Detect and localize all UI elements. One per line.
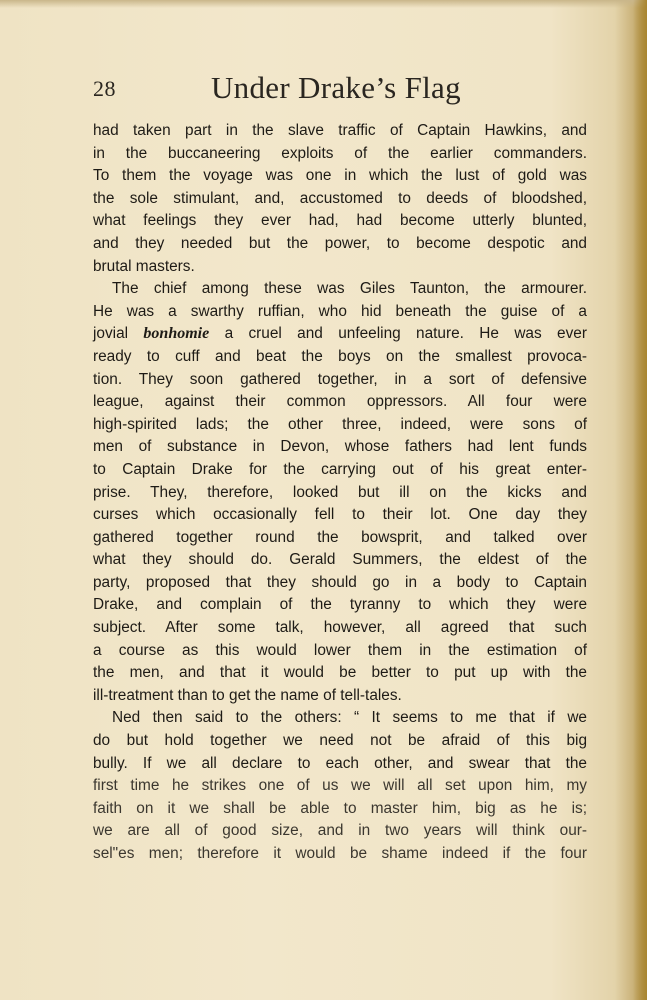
text-line: we are all of good size, and in two years will think our- [93,822,587,840]
text-line: party, proposed that they should go in a body to Captain [93,573,587,591]
text-line: do but hold together we need not be afraid of this big [93,732,587,750]
text-line: faith on it we shall be able to master him, big as he is; [93,799,587,817]
text-line: curses which occasionally fell to their lot. One day they [93,506,587,524]
paragraph-start-line: Ned then said to the others: “ It seems to me that if we [112,709,587,727]
text-line: what they should do. Gerald Summers, the eldest of the [93,551,587,569]
text-fragment: a cruel and unfeeling nature. He was ever [209,325,587,343]
text-line: To them the voyage was one in which the lust of gold was [93,167,587,185]
italic-emphasis: bonhomie [143,325,210,343]
body-text [93,120,587,866]
text-line-with-emphasis [93,323,587,346]
text-line: a course as this would lower them in the estimation of [93,641,587,659]
book-title-heading: Under Drake’s Flag [211,70,461,105]
page-number: 28 [93,76,116,101]
text-line: in the buccaneering exploits of the earlier commanders. [93,144,587,162]
text-line: He was a swarthy ruffian, who hid beneath the guise of a [93,302,587,320]
text-line: Drake, and complain of the tyranny to which they were [93,596,587,614]
text-line: subject. After some talk, however, all agreed that such [93,619,587,637]
text-line: ready to cuff and beat the boys on the smallest provoca- [93,347,587,365]
text-line: and they needed but the power, to become despotic and [93,234,587,252]
text-line: league, against their common oppressors. All four were [93,393,587,411]
text-line: had taken part in the slave traffic of Captain Hawkins, and [93,122,587,139]
text-fragment: jovial [93,325,144,343]
text-line: men of substance in Devon, whose fathers had lent funds [93,438,587,456]
text-line: ill-treatment than to get the name of tell-tales. [93,686,402,704]
text-line: to Captain Drake for the carrying out of his great enter- [93,460,587,478]
text-line: bully. If we all declare to each other, and swear that the [93,754,587,772]
text-line: prise. They, therefore, looked but ill on the kicks and [93,483,587,501]
running-head [93,70,587,110]
text-line: brutal masters. [93,257,195,275]
text-line: gathered together round the bowsprit, and talked over [93,528,587,546]
text-line: the men, and that it would be better to put up with the [93,664,587,682]
text-line: what feelings they ever had, had become utterly blunted, [93,212,587,230]
text-line: the sole stimulant, and, accustomed to deeds of bloodshed, [93,189,587,207]
text-line: sel"es men; therefore it would be shame indeed if the four [93,845,587,862]
text-line: high-spirited lads; the other three, indeed, were sons of [93,415,587,433]
paragraph-start-line: The chief among these was Giles Taunton, the armourer. [112,280,587,298]
text-line: first time he strikes one of us we will all set upon him, my [93,777,587,795]
text-line: tion. They soon gathered together, in a sort of defensive [93,370,587,388]
